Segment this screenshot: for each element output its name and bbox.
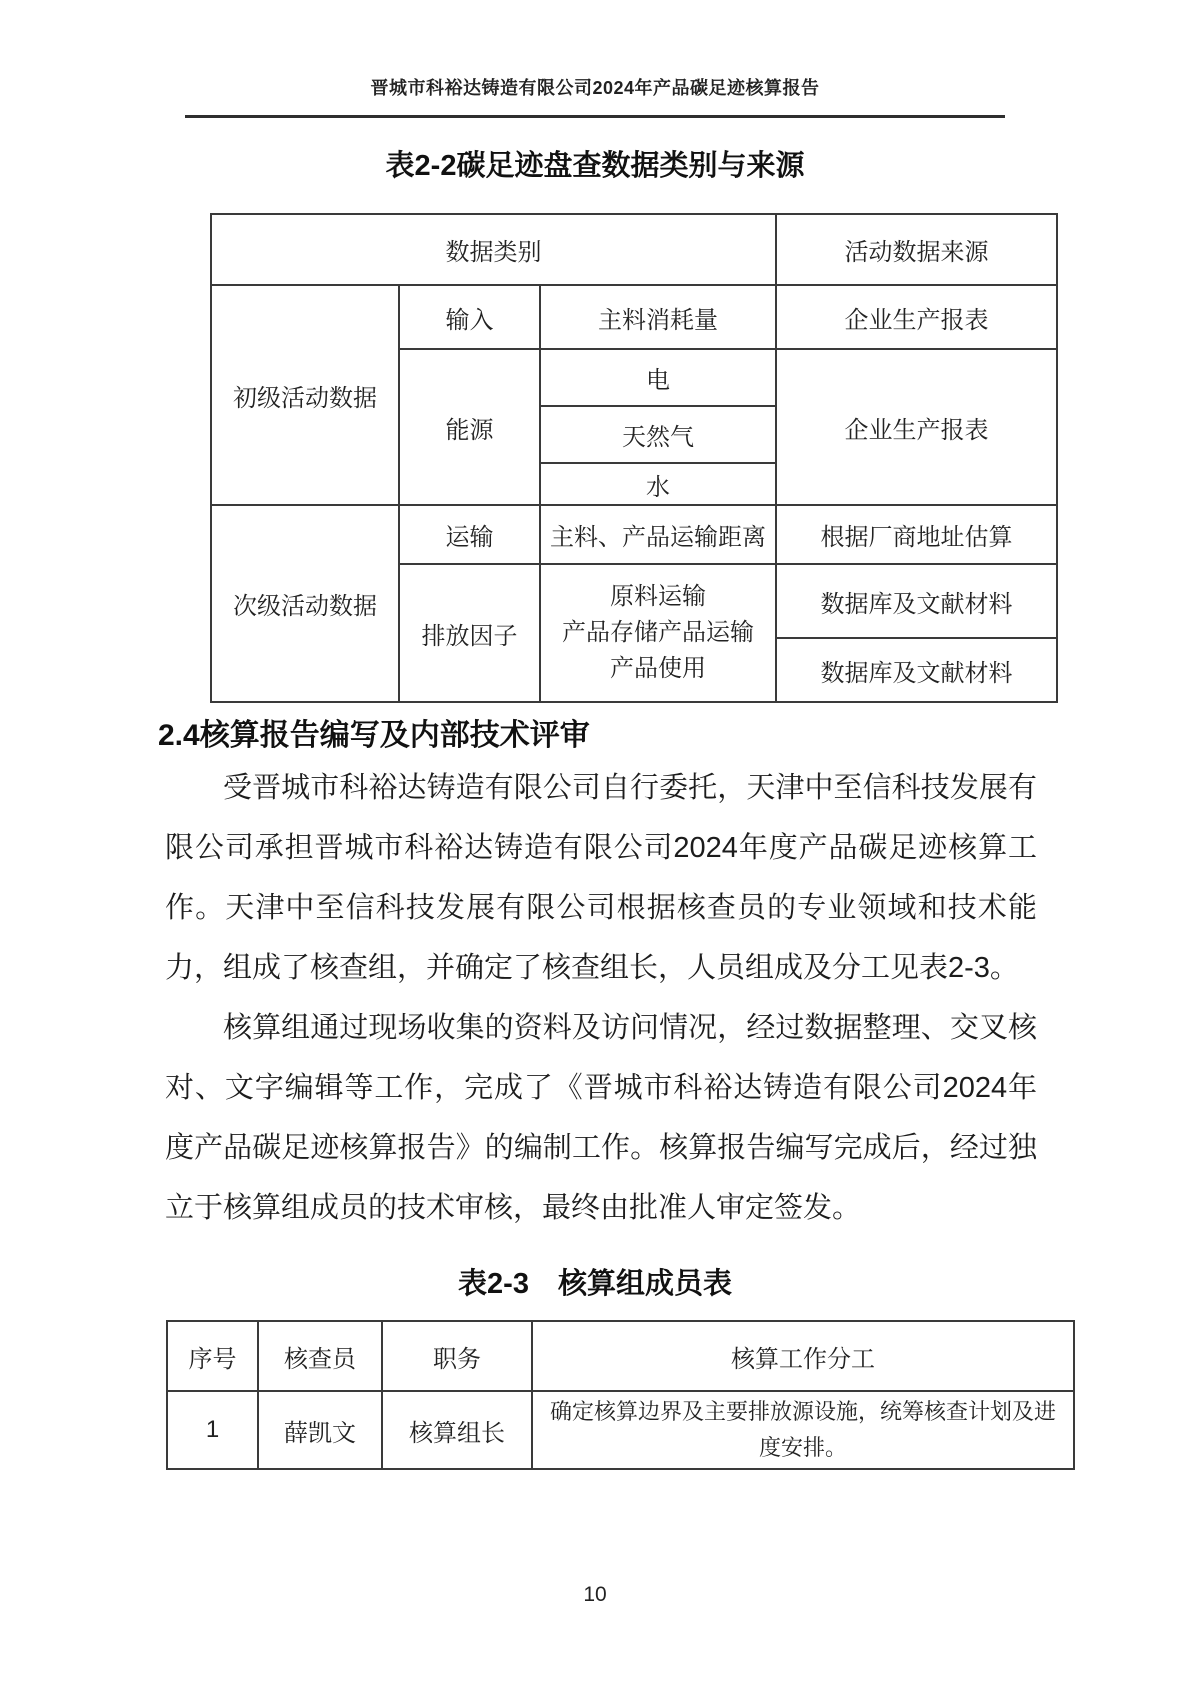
cell-input: 输入 [399, 285, 540, 349]
cell-data-category: 数据类别 [211, 214, 776, 285]
paragraph-1: 受晋城市科裕达铸造有限公司自行委托，天津中至信科技发展有限公司承担晋城市科裕达铸造有限公司2024年度产品碳足迹核算工作。天津中至信科技发展有限公司根据核查员的专业领域和技术能力，组成了核查组，并确定了核查组长，人员组成及分工见表2-3。 [165, 772, 1037, 984]
cell-ef-source-2: 数据库及文献材料 [776, 638, 1057, 702]
cell-member-duty: 确定核算边界及主要排放源设施，统筹核查计划及进度安排。 [532, 1391, 1074, 1469]
cell-emission-factor-items [540, 564, 776, 702]
cell-activity-source: 活动数据来源 [776, 214, 1057, 285]
page-header: 晋城市科裕达铸造有限公司2024年产品碳足迹核算报告 [370, 78, 820, 98]
header-cell-duty: 核算工作分工 [532, 1321, 1074, 1391]
table-2-2 [210, 213, 1058, 703]
cell-primary-activity-data: 初级活动数据 [211, 285, 399, 505]
ef-item-raw-material-transport: 原料运输 [610, 583, 707, 610]
cell-energy: 能源 [399, 349, 540, 505]
cell-water: 水 [540, 463, 776, 505]
paragraph-2: 核算组通过现场收集的资料及访问情况，经过数据整理、交叉核对、文字编辑等工作，完成了《晋城市科裕达铸造有限公司2024年度产品碳足迹核算报告》的编制工作。核算报告编写完成后，经过独立于核算组成员的技术审核，最终由批准人审定签发。 [165, 1012, 1037, 1224]
cell-electricity: 电 [540, 349, 776, 406]
header-cell-verifier: 核查员 [258, 1321, 382, 1391]
cell-energy-source: 企业生产报表 [776, 349, 1057, 505]
cell-secondary-activity-data: 次级活动数据 [211, 505, 399, 702]
cell-emission-factor: 排放因子 [399, 564, 540, 702]
cell-transport-source: 根据厂商地址估算 [776, 505, 1057, 564]
table-2-3-title: 表2-3 核算组成员表 [458, 1268, 732, 1300]
ef-item-product-use: 产品使用 [610, 655, 707, 682]
cell-member-no: 1 [167, 1391, 258, 1469]
table-row [167, 1391, 1074, 1469]
table-2-2-title: 表2-2碳足迹盘查数据类别与来源 [385, 150, 805, 182]
section-heading-2-4: 2.4核算报告编写及内部技术评审 [158, 719, 590, 752]
cell-transport-distance: 主料、产品运输距离 [540, 505, 776, 564]
section-body [165, 758, 1037, 1238]
cell-main-material-consumption: 主料消耗量 [540, 285, 776, 349]
cell-natural-gas: 天然气 [540, 406, 776, 463]
ef-item-product-storage-transport: 产品存储产品运输 [562, 619, 755, 646]
cell-member-name: 薛凯文 [258, 1391, 382, 1469]
cell-transport: 运输 [399, 505, 540, 564]
cell-ef-source-1: 数据库及文献材料 [776, 564, 1057, 638]
table-2-3 [166, 1320, 1075, 1470]
header-cell-role: 职务 [382, 1321, 532, 1391]
header-rule [185, 115, 1005, 118]
cell-member-role: 核算组长 [382, 1391, 532, 1469]
cell-input-source: 企业生产报表 [776, 285, 1057, 349]
page-number: 10 [583, 1583, 607, 1606]
header-cell-no: 序号 [167, 1321, 258, 1391]
